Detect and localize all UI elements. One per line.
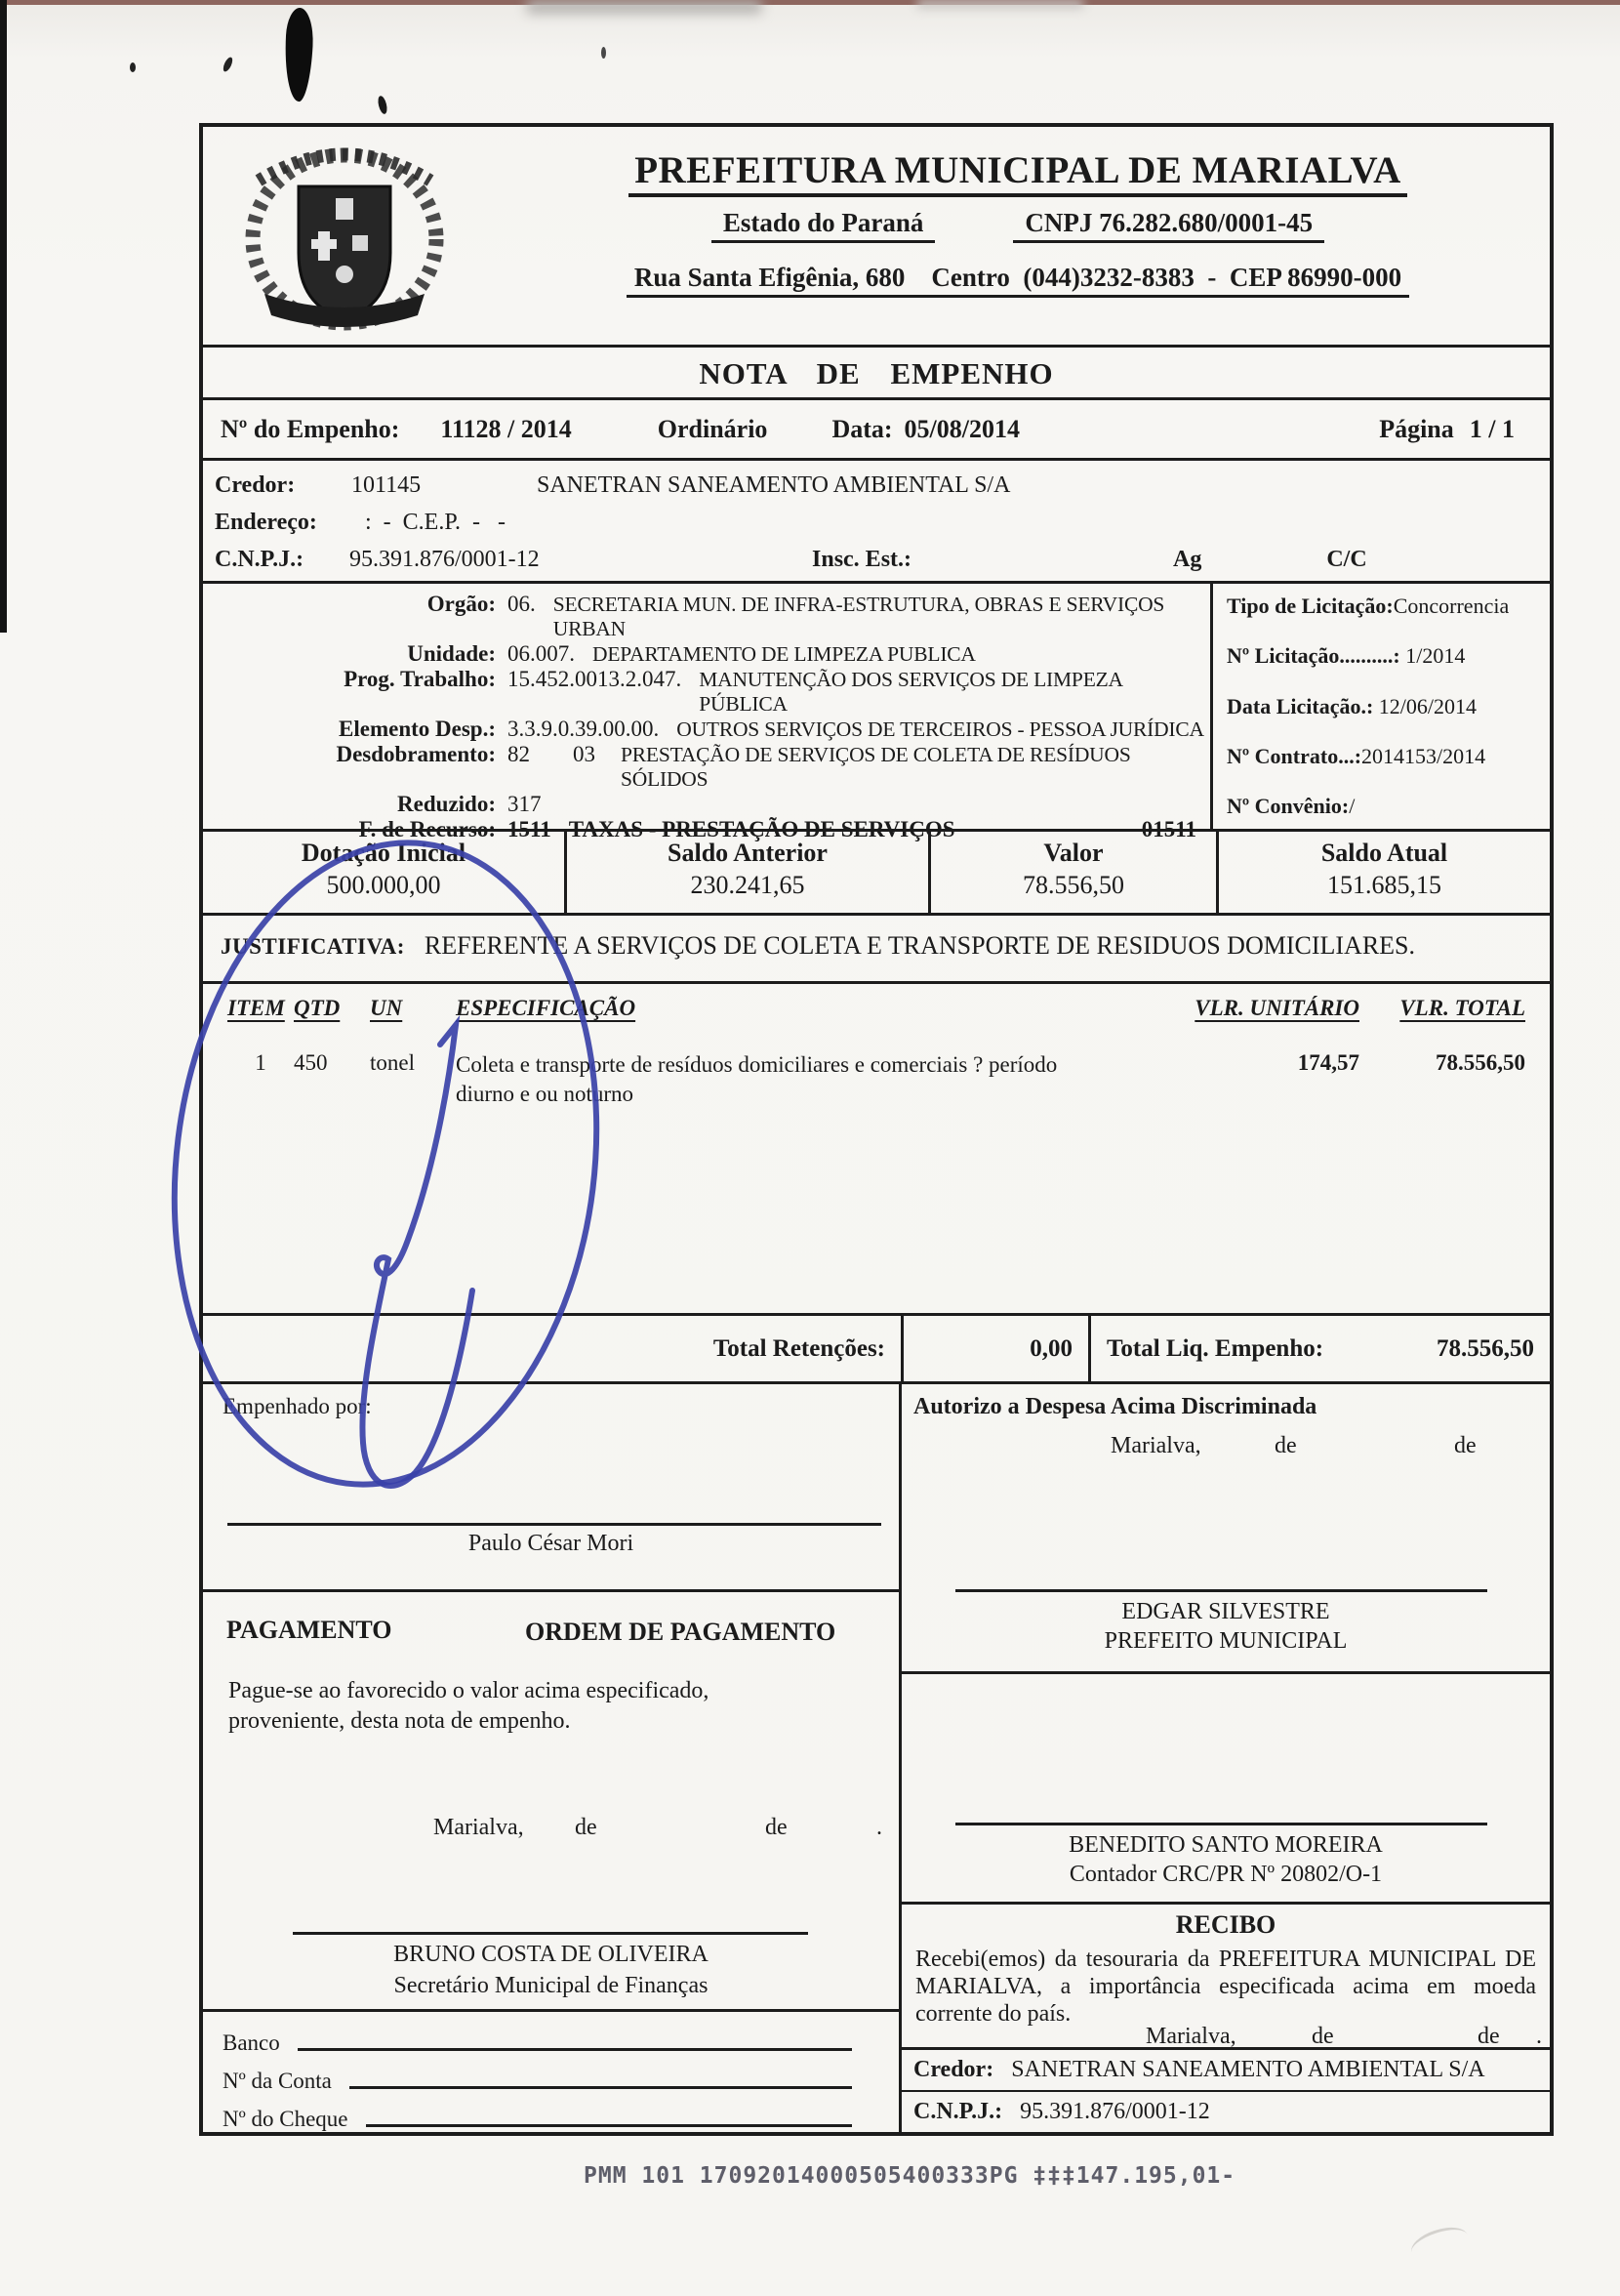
contador-box [902,1671,1550,1902]
marialva-coat-of-arms-icon [222,138,467,335]
banco-row [223,2018,899,2056]
conta-row [223,2056,899,2094]
num-contrato-value: 2014153/2014 [1361,743,1486,768]
page-label: Página [1379,414,1454,443]
justificativa-row [203,916,1550,984]
num-contrato-row [1227,744,1550,769]
prog-trabalho-row [203,667,1210,717]
form-header [203,127,1550,348]
fonte-recurso-desc: TAXAS - PRESTAÇÃO DE SERVIÇOS [568,817,955,841]
prog-trabalho-desc: MANUTENÇÃO DOS SERVIÇOS DE LIMPEZA PÚBLICA [699,668,1122,716]
fonte-recurso-label: F. de Recurso: [358,817,496,841]
tipo-licitacao-label: Tipo de Licitação: [1227,594,1394,618]
scan-left-edge [0,0,7,633]
de-word: de [1312,2024,1334,2049]
org-cnpj: CNPJ 76.282.680/0001-45 [1013,208,1324,243]
items-header-row [227,996,1525,1021]
autorizo-title: Autorizo a Despesa Acima Discriminada [913,1394,1317,1419]
saldo-anterior-label: Saldo Anterior [668,839,828,867]
desdobramento-code: 82 [507,742,530,766]
empenho-number-row [203,400,1550,461]
total-liquido-label: Total Liq. Empenho: [1107,1334,1324,1362]
data-licitacao-label: Data Licitação.: [1227,693,1374,718]
dot-matrix-footer-code: PMM 101 17092014000505400333PG ‡‡‡147.195,01- [584,2163,1236,2189]
signature-line [227,1523,881,1526]
cnpj-row [215,541,1550,578]
unidade-desc: DEPARTAMENTO DE LIMPEZA PUBLICA [592,642,976,666]
state-cnpj-line [486,208,1550,243]
prefeito-title: PREFEITO MUNICIPAL [1104,1628,1348,1654]
recibo-credor-label: Credor: [913,2057,994,2082]
city-date-line [902,1433,1550,1464]
cnpj-value: 95.391.876/0001-12 [349,546,540,572]
secretario-title: Secretário Municipal de Finanças [393,1973,709,1998]
elemento-desp-desc: OUTROS SERVIÇOS DE TERCEIROS - PESSOA JURÍDICA [676,718,1204,741]
cheque-row [223,2094,899,2132]
col-vlr-unitario: VLR. UNITÁRIO [1195,996,1359,1020]
de-word: de [1478,2024,1500,2049]
num-contrato-label: Nº Contrato...: [1227,743,1362,768]
nota-de-empenho-form [199,123,1554,2136]
total-liquido-cell [1091,1316,1550,1381]
num-convenio-row [1227,794,1550,819]
city-name: Marialva, [433,1815,524,1840]
document-title: NOTA DE EMPENHO [203,348,1550,400]
org-address: Rua Santa Efigênia, 680 Centro (044)3232-8383 - CEP 86990-000 [627,263,1409,298]
reduzido-label: Reduzido: [397,792,496,816]
item-qtd: 450 [294,1050,328,1075]
city-name: Marialva, [1146,2024,1236,2049]
de-word: de [1275,1433,1297,1458]
credor-name: SANETRAN SANEAMENTO AMBIENTAL S/A [537,472,1011,498]
recibo-cnpj-value: 95.391.876/0001-12 [1020,2099,1210,2124]
item-un: tonel [370,1050,415,1075]
cnpj-label: C.N.P.J.: [215,546,304,572]
endereco-row [215,504,1550,541]
recibo-credor-row [902,2050,1550,2092]
empenhado-por-box [203,1384,899,1589]
cheque-blank-line [366,2124,853,2127]
date-value: 05/08/2014 [904,414,1020,443]
desdobramento-code2: 03 [573,742,595,766]
page-value: 1 / 1 [1469,414,1515,443]
ink-speck [222,56,234,72]
valor-cell [931,832,1219,913]
licitacao-box [1213,584,1550,829]
ink-speck [377,95,388,114]
item-especificacao: Coleta e transporte de resíduos domiciliares e comerciais ? período diurno e ou noturno [456,1052,1058,1106]
scan-streak [917,0,1083,9]
num-licitacao-value: 1/2014 [1405,643,1466,669]
ink-blot [283,7,315,102]
data-licitacao-row [1227,694,1550,719]
tipo-licitacao-value: Concorrencia [1393,594,1510,618]
saldo-anterior-cell [567,832,931,913]
signature-line [955,1589,1487,1592]
bank-details-box [203,2009,899,2132]
reduzido-row [203,792,1210,817]
recibo-credor-value: SANETRAN SANEAMENTO AMBIENTAL S/A [1011,2057,1485,2082]
recibo-credor-box [902,2047,1550,2132]
pagamento-box [203,1589,899,2009]
empenhado-signer-name: Paulo César Mori [467,1531,634,1556]
de-word: de [765,1815,788,1840]
col-un: UN [370,996,403,1020]
scan-streak [527,0,761,14]
conta-corrente-label: C/C [1326,546,1367,572]
conta-blank-line [349,2086,852,2089]
signatures-area [203,1384,1550,2132]
saldo-atual-label: Saldo Atual [1320,839,1448,867]
col-qtd: QTD [294,996,341,1020]
date-label: Data: [831,414,893,443]
endereco-value: : - C.E.P. - - [365,509,506,535]
credor-block [203,461,1550,584]
total-retencoes-label: Total Retenções: [203,1316,904,1381]
elemento-desp-code: 3.3.9.0.39.00.00. [507,717,660,741]
prefeito-name: EDGAR SILVESTRE [1121,1599,1330,1624]
data-licitacao-value: 12/06/2014 [1378,693,1478,718]
period-mark: . [1536,2024,1542,2049]
item-vlr-unitario: 174,57 [1297,1050,1359,1075]
budget-classification [203,584,1213,841]
right-column [902,1384,1550,2132]
ordem-pagamento-title: ORDEM DE PAGAMENTO [525,1618,836,1646]
credor-code: 101145 [351,472,422,498]
recibo-cnpj-label: C.N.P.J.: [913,2099,1003,2124]
num-convenio-value: / [1349,794,1356,818]
ink-speck [601,47,606,59]
ink-speck [130,62,136,72]
saldo-atual-value: 151.685,15 [1327,871,1441,899]
coat-of-arms-logo [203,127,486,345]
justificativa-text: REFERENTE A SERVIÇOS DE COLETA E TRANSPORTE DE RESIDUOS DOMICILIARES. [424,931,1416,960]
recibo-title: RECIBO [1175,1910,1276,1939]
empenho-number-value: 11128 / 2014 [440,414,572,443]
agencia-label: Ag [1173,546,1202,572]
saldo-atual-cell [1219,832,1550,913]
org-name: PREFEITURA MUNICIPAL DE MARIALVA [486,148,1550,192]
conta-label: Nº da Conta [223,2069,332,2093]
recibo-text: Recebi(emos) da tesouraria da PREFEITURA MUNICIPAL DE MARIALVA, a importância especificada acima em moeda corrente do país. [915,1947,1536,2027]
valor-value: 78.556,50 [1023,871,1124,899]
num-licitacao-label: Nº Licitação..........: [1227,643,1400,669]
cheque-label: Nº do Cheque [223,2107,348,2131]
left-column [203,1384,902,2132]
de-word: de [575,1815,597,1840]
justificativa-label: JUSTIFICATIVA: [221,934,405,959]
de-word: de [1454,1433,1477,1458]
total-liquido-value: 78.556,50 [1437,1334,1534,1362]
unidade-code: 06.007. [507,641,575,666]
num-convenio-label: Nº Convênio: [1227,794,1350,818]
tipo-licitacao-row [1227,594,1550,619]
prog-trabalho-label: Prog. Trabalho: [344,667,496,691]
elemento-desp-label: Elemento Desp.: [339,717,496,741]
orgao-code: 06. [507,592,536,616]
item-number: 1 [255,1050,266,1075]
autorizo-box [902,1384,1550,1671]
empenhado-por-label: Empenhado por: [223,1394,372,1418]
scan-top-edge [0,0,1620,5]
pagamento-text: Pague-se ao favorecido o valor acima especificado, proveniente, desta nota de empenho. [228,1678,709,1734]
desdobramento-desc: PRESTAÇÃO DE SERVIÇOS DE COLETA DE RESÍDUOS SÓLIDOS [621,743,1131,791]
orgao-label: Orgão: [426,592,496,616]
desdobramento-label: Desdobramento: [336,742,496,766]
valor-label: Valor [1043,839,1104,867]
dotacao-inicial-cell [203,832,567,913]
unidade-label: Unidade: [407,641,496,666]
items-table [203,984,1550,1316]
faint-pencil-mark [1407,2221,1472,2266]
city-date-line [203,1815,899,1846]
credor-row [215,467,1550,504]
contador-name: BENEDITO SANTO MOREIRA [1069,1832,1383,1858]
num-licitacao-row [1227,643,1550,669]
city-name: Marialva, [1111,1433,1201,1458]
fonte-recurso-right-code: 01511 [1141,817,1196,841]
address-line [486,263,1550,293]
insc-est-label: Insc. Est.: [812,546,912,572]
prog-trabalho-code: 15.452.0013.2.047. [507,667,682,691]
total-retencoes-value: 0,00 [904,1316,1091,1381]
fonte-recurso-code: 1511 [507,817,551,841]
credor-label: Credor: [215,472,296,498]
item-vlr-total: 78.556,50 [1436,1050,1525,1075]
desdobramento-row [203,742,1210,792]
state-label: Estado do Paraná [711,208,936,243]
empenho-number-label: Nº do Empenho: [221,414,400,443]
totals-row [203,1316,1550,1384]
amounts-table [203,832,1550,916]
col-item: ITEM [227,996,285,1020]
signature-line [293,1932,808,1935]
col-vlr-total: VLR. TOTAL [1399,996,1525,1020]
elemento-desp-row [203,717,1210,742]
unidade-row [203,641,1210,667]
header-text-block [486,127,1550,345]
banco-blank-line [298,2048,852,2051]
recibo-box [902,1902,1550,2132]
contador-title: Contador CRC/PR Nº 20802/O-1 [1069,1862,1383,1887]
recibo-cnpj-row [902,2092,1550,2132]
banco-label: Banco [223,2030,280,2055]
pagamento-title: PAGAMENTO [226,1616,392,1644]
period-mark: . [876,1815,882,1840]
dotacao-inicial-label: Dotação Inicial [301,839,466,867]
reduzido-code: 317 [507,792,542,816]
orgao-desc: SECRETARIA MUN. DE INFRA-ESTRUTURA, OBRAS E SERVIÇOS URBAN [552,593,1165,640]
saldo-anterior-value: 230.241,65 [690,871,805,899]
endereco-label: Endereço: [215,509,317,535]
dotacao-inicial-value: 500.000,00 [326,871,441,899]
empenho-type: Ordinário [657,414,768,443]
item-row [227,1050,1525,1109]
secretario-name: BRUNO COSTA DE OLIVEIRA [393,1942,709,1967]
orgao-row [203,592,1210,641]
signature-line [955,1823,1487,1825]
budget-block [203,584,1550,841]
col-especificacao: ESPECIFICAÇÃO [456,996,636,1020]
